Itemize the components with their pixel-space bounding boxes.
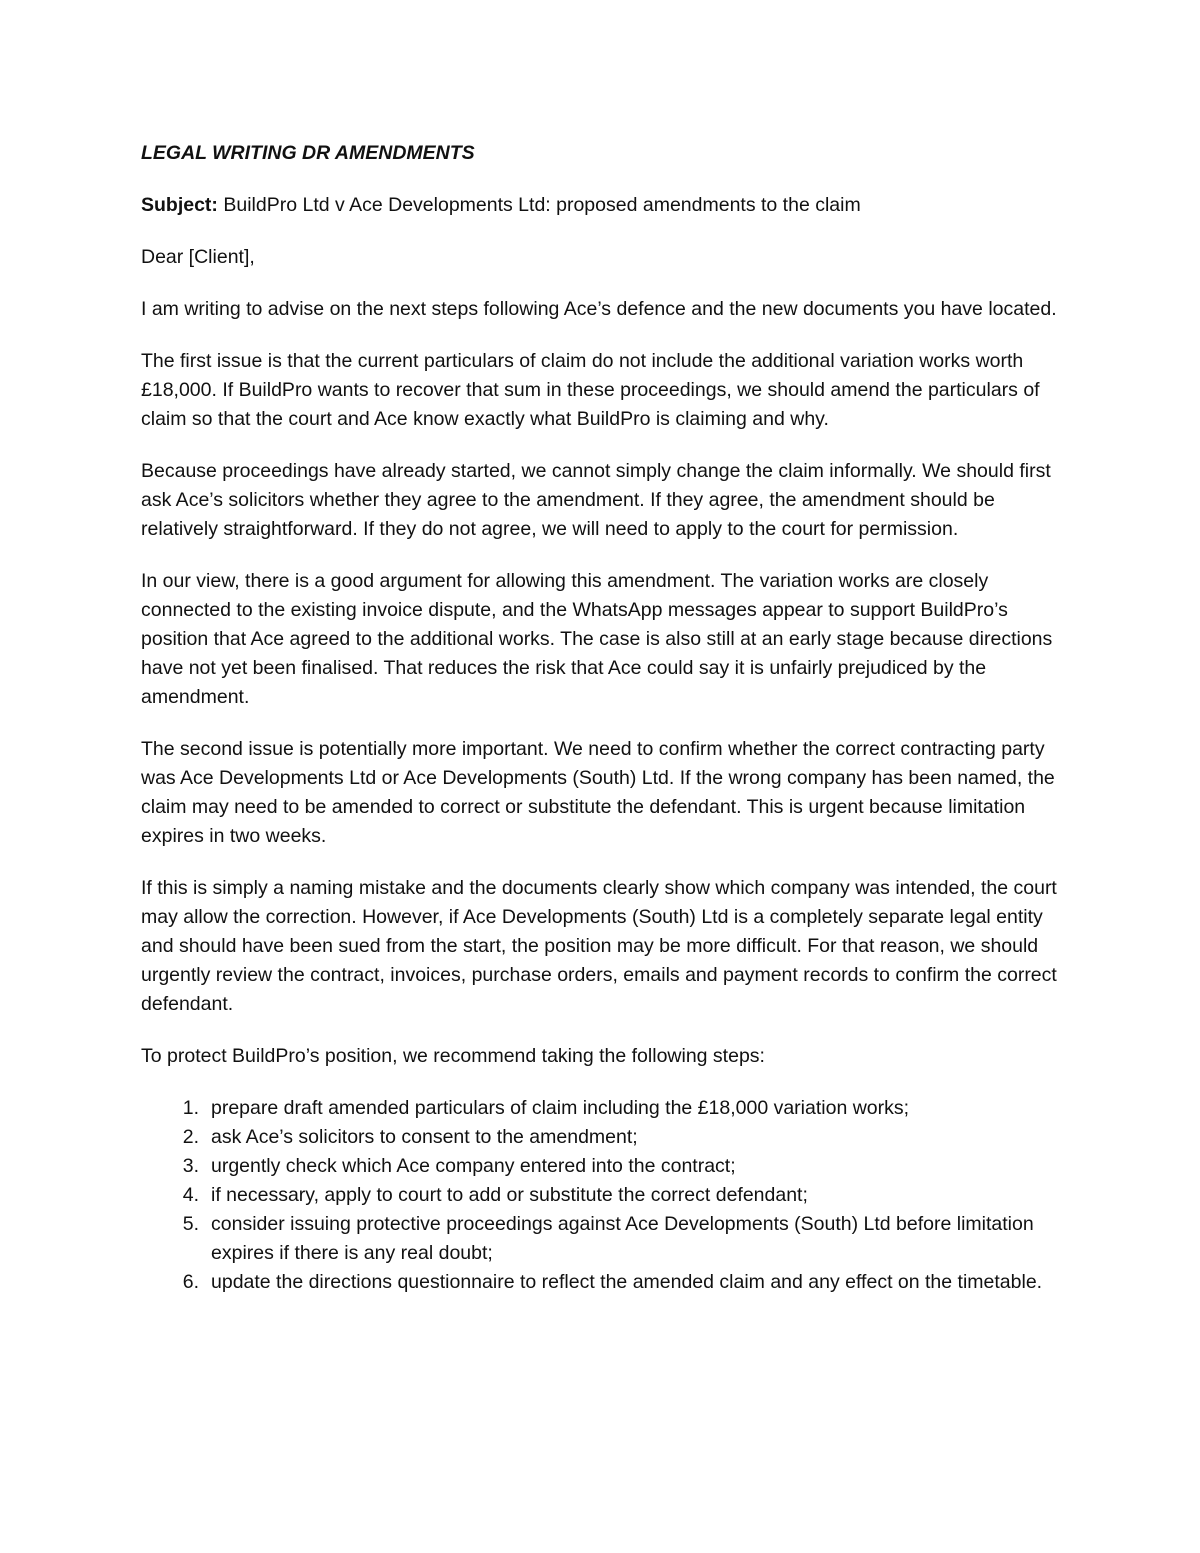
list-item-number: 1. [182,1097,199,1119]
list-item-text: consider issuing protective proceedings against Ace Developments (South) Ltd before limitation expires if there is any real doubt; [211,1213,1034,1264]
paragraph-intro: I am writing to advise on the next steps following Ace’s defence and the new documents you have located. [141,298,1057,320]
list-item [141,1181,1066,1210]
list-item-number: 5. [182,1213,199,1235]
list-item-text: update the directions questionnaire to reflect the amended claim and any effect on the timetable. [211,1271,1043,1293]
paragraph-naming-mistake: If this is simply a naming mistake and the documents clearly show which company was intended, the court may allow the correction. However, if Ace Developments (South) Ltd is a completely separate legal entity and should have been sued from the start, the position may be more difficult. For that reason, we should urgently review the contract, invoices, purchase orders, emails and payment records to confirm the correct defendant. [141,877,1057,1015]
list-item-text: ask Ace’s solicitors to consent to the amendment; [211,1126,638,1148]
list-item [141,1152,1066,1181]
paragraph-second-issue: The second issue is potentially more important. We need to confirm whether the correct contracting party was Ace Developments Ltd or Ace Developments (South) Ltd. If the wrong company has been named, the claim may need to be amended to correct or substitute the defendant. This is urgent because limitation expires in two weeks. [141,738,1055,847]
paragraph-our-view: In our view, there is a good argument for allowing this amendment. The variation works are closely connected to the existing invoice dispute, and the WhatsApp messages appear to support BuildPro’s position that Ace agreed to the additional works. The case is also still at an early stage because directions have not yet been finalised. That reduces the risk that Ace could say it is unfairly prejudiced by the amendment. [141,570,1053,708]
list-item-number: 4. [182,1184,199,1206]
list-item [141,1210,1066,1268]
list-item-number: 2. [182,1126,199,1148]
salutation: Dear [Client], [141,246,255,268]
list-item-text: urgently check which Ace company entered into the contract; [211,1155,736,1177]
recommended-steps-list [141,1094,1066,1297]
list-item [141,1094,1066,1123]
document-title: LEGAL WRITING DR AMENDMENTS [141,142,475,164]
subject-text: BuildPro Ltd v Ace Developments Ltd: proposed amendments to the claim [217,194,861,216]
subject-line [141,191,1066,220]
paragraph-steps-intro: To protect BuildPro’s position, we recommend taking the following steps: [141,1045,765,1067]
document-body [141,139,1066,1297]
subject-label: Subject: [141,194,218,216]
list-item-text: if necessary, apply to court to add or substitute the correct defendant; [211,1184,808,1206]
list-item-number: 6. [182,1271,199,1293]
paragraph-first-issue: The first issue is that the current particulars of claim do not include the additional variation works worth £18,000. If BuildPro wants to recover that sum in these proceedings, we should amend the particulars of claim so that the court and Ace know exactly what BuildPro is claiming and why. [141,350,1040,430]
list-item [141,1268,1066,1297]
list-item [141,1123,1066,1152]
list-item-number: 3. [182,1155,199,1177]
list-item-text: prepare draft amended particulars of claim including the £18,000 variation works; [211,1097,910,1119]
paragraph-proceedings-started: Because proceedings have already started, we cannot simply change the claim informally. We should first ask Ace’s solicitors whether they agree to the amendment. If they agree, the amendment should be relatively straightforward. If they do not agree, we will need to apply to the court for permission. [141,460,1051,540]
